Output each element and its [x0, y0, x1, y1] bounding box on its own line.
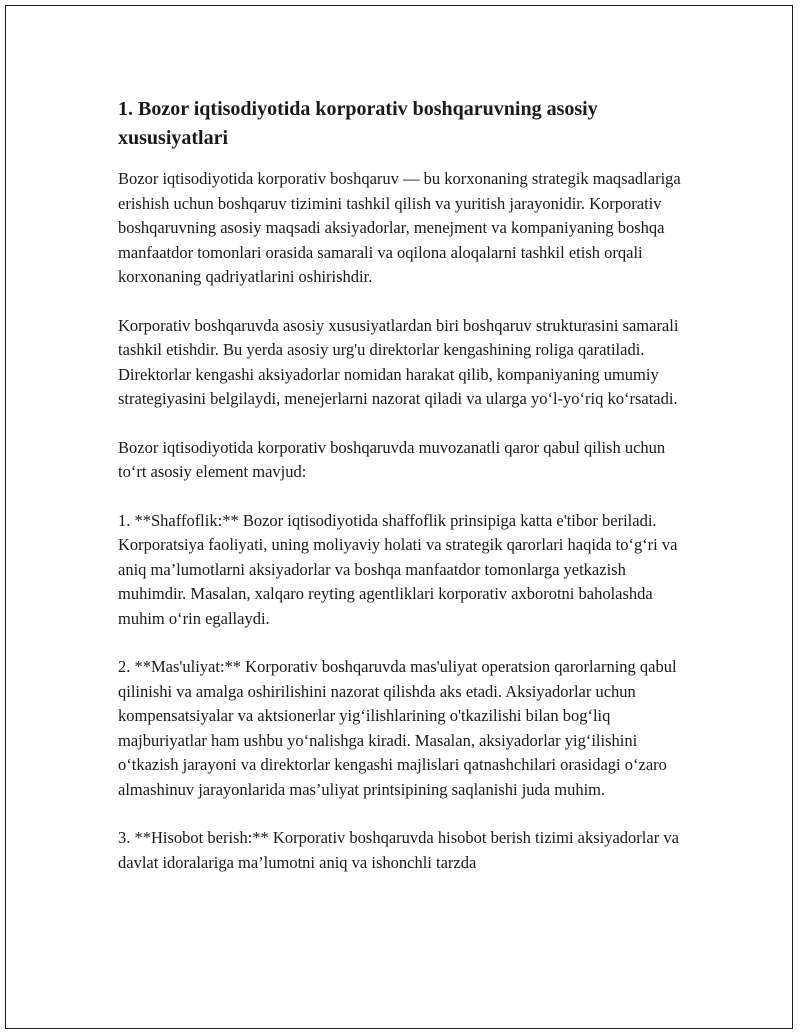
paragraph-transparency: 1. **Shaffoflik:** Bozor iqtisodiyotida shaffoflik prinsipiga katta e'tibor beriladi. Korporatsiya faoliyati, uning moliyaviy holati va strategik qarorlari haqida to‘g‘ri va aniq ma’lumotlarni aksiyadorlar va boshqa manfaatdor tomonlarga yetkazish muhimdir. Masalan, xalqaro reyting agentliklari korporativ axborotni baholashda muhim o‘rin egallaydi. — [118, 510, 678, 628]
paragraph-elements-intro: Bozor iqtisodiyotida korporativ boshqaruvda muvozanatli qaror qabul qilish uchun to‘rt asosiy element mavjud: — [118, 437, 666, 481]
paragraph-reporting: 3. **Hisobot berish:** Korporativ boshqaruvda hisobot berish tizimi aksiyadorlar va davlat idoralariga ma’lumotni aniq va ishonchli tarzda — [118, 828, 679, 872]
paragraph-structure: Korporativ boshqaruvda asosiy xususiyatlardan biri boshqaruv strukturasini samarali tashkil etishdir. Bu yerda asosiy urg'u direktorlar kengashining roliga qaratiladi. Direktorlar kengashi aksiyadorlar nomidan harakat qilib, kompaniyaning umumiy strategiyasini belgilaydi, menejerlarni nazorat qiladi va ularga yo‘l-yo‘riq ko‘rsatadi. — [118, 315, 679, 408]
document-body — [118, 95, 693, 899]
paragraph-responsibility: 2. **Mas'uliyat:** Korporativ boshqaruvda mas'uliyat operatsion qarorlarning qabul qilinishi va amalga oshirilishini nazorat qilishda aks etadi. Aksiyadorlar uchun kompensatsiyalar va aktsionerlar yig‘ilishlarining o'tkazilishi bilan bog‘liq majburiyatlar ham ushbu yo‘nalishga kiradi. Masalan, aksiyadorlar yig‘ilishini o‘tkazish jarayoni va direktorlar kengashi majlislari qatnashchilari orasidagi o‘zaro almashinuv jarayonlarida mas’uliyat printsipining saqlanishi juda muhim. — [118, 657, 677, 799]
paragraph-intro: Bozor iqtisodiyotida korporativ boshqaruv — bu korxonaning strategik maqsadlariga erishish uchun boshqaruv tizimini tashkil qilish va yuritish jarayonidir. Korporativ boshqaruvning asosiy maqsadi aksiyadorlar, menejment va kompaniyaning boshqa manfaatdor tomonlari orasida samarali va oqilona aloqalarni tashkil etish orqali korxonaning qadriyatlarini oshirishdir. — [118, 169, 681, 286]
section-heading: 1. Bozor iqtisodiyotida korporativ boshqaruvning asosiy xususiyatlari — [118, 98, 598, 149]
